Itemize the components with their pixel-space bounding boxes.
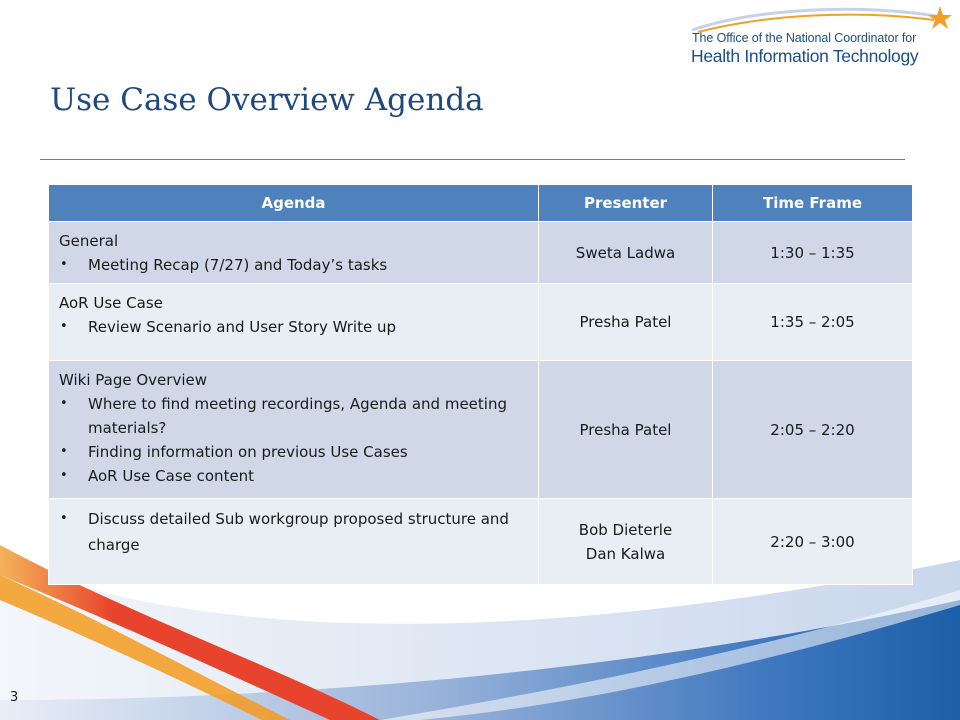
list-item xyxy=(59,392,530,440)
bullet-text: AoR Use Case content xyxy=(88,467,255,485)
presenter-cell xyxy=(539,499,713,585)
star-icon xyxy=(928,6,952,29)
time-cell xyxy=(713,222,913,284)
list-item xyxy=(59,506,530,558)
bullet-text: Meeting Recap (7/27) and Today’s tasks xyxy=(88,256,388,274)
logo-text-line1: The Office of the National Coordinator for xyxy=(692,31,917,45)
header-presenter: Presenter xyxy=(539,185,713,222)
table-row xyxy=(49,361,913,499)
presenter-cell xyxy=(539,284,713,361)
presenter-name: Bob Dieterle xyxy=(578,520,673,539)
time-cell xyxy=(713,284,913,361)
table-row xyxy=(49,499,913,585)
agenda-table xyxy=(48,184,913,585)
time-frame: 1:30 – 1:35 xyxy=(770,243,855,262)
logo-text-line2: Health Information Technology xyxy=(691,46,919,66)
agenda-heading: Wiki Page Overview xyxy=(59,371,207,389)
presenter-cell xyxy=(539,222,713,284)
bullet-text: Where to find meeting recordings, Agenda and meeting materials? xyxy=(88,395,507,437)
agenda-heading: General xyxy=(59,232,119,250)
list-item xyxy=(59,440,530,464)
presenter-name: Dan Kalwa xyxy=(585,544,666,563)
agenda-cell xyxy=(49,284,539,361)
time-cell xyxy=(713,361,913,499)
table-row xyxy=(49,222,913,284)
slide-title: Use Case Overview Agenda xyxy=(50,82,484,118)
header-time-frame: Time Frame xyxy=(713,185,913,222)
bullet-text: Review Scenario and User Story Write up xyxy=(88,318,396,336)
time-frame: 1:35 – 2:05 xyxy=(770,313,855,331)
time-frame: 2:20 – 3:00 xyxy=(770,532,855,551)
agenda-bullets xyxy=(59,392,530,488)
presenter-name: Presha Patel xyxy=(579,313,672,331)
time-frame: 2:05 – 2:20 xyxy=(770,420,855,439)
slide-number: 3 xyxy=(10,690,19,705)
presenter-name: Sweta Ladwa xyxy=(575,243,676,262)
header-agenda: Agenda xyxy=(49,185,539,222)
agenda-bullets xyxy=(59,506,530,558)
list-item xyxy=(59,464,530,488)
agenda-bullets xyxy=(59,253,530,277)
list-item xyxy=(59,315,530,339)
table-header-row xyxy=(49,185,913,222)
bullet-icon: • xyxy=(60,468,68,483)
bullet-icon: • xyxy=(60,257,68,272)
agenda-bullets xyxy=(59,315,530,339)
title-divider xyxy=(40,159,905,160)
bullet-icon: • xyxy=(60,319,68,334)
bullet-icon: • xyxy=(60,444,68,459)
list-item xyxy=(59,253,530,277)
agenda-cell xyxy=(49,222,539,284)
presenter-name: Presha Patel xyxy=(579,420,672,439)
bullet-text: Discuss detailed Sub workgroup proposed structure and charge xyxy=(88,510,509,554)
onc-logo xyxy=(688,2,956,70)
bullet-icon: • xyxy=(60,396,68,411)
agenda-cell xyxy=(49,361,539,499)
presenter-cell xyxy=(539,361,713,499)
agenda-cell xyxy=(49,499,539,585)
time-cell xyxy=(713,499,913,585)
agenda-heading: AoR Use Case xyxy=(59,294,163,312)
bullet-text: Finding information on previous Use Cases xyxy=(88,443,408,461)
bullet-icon: • xyxy=(60,511,68,526)
table-row xyxy=(49,284,913,361)
